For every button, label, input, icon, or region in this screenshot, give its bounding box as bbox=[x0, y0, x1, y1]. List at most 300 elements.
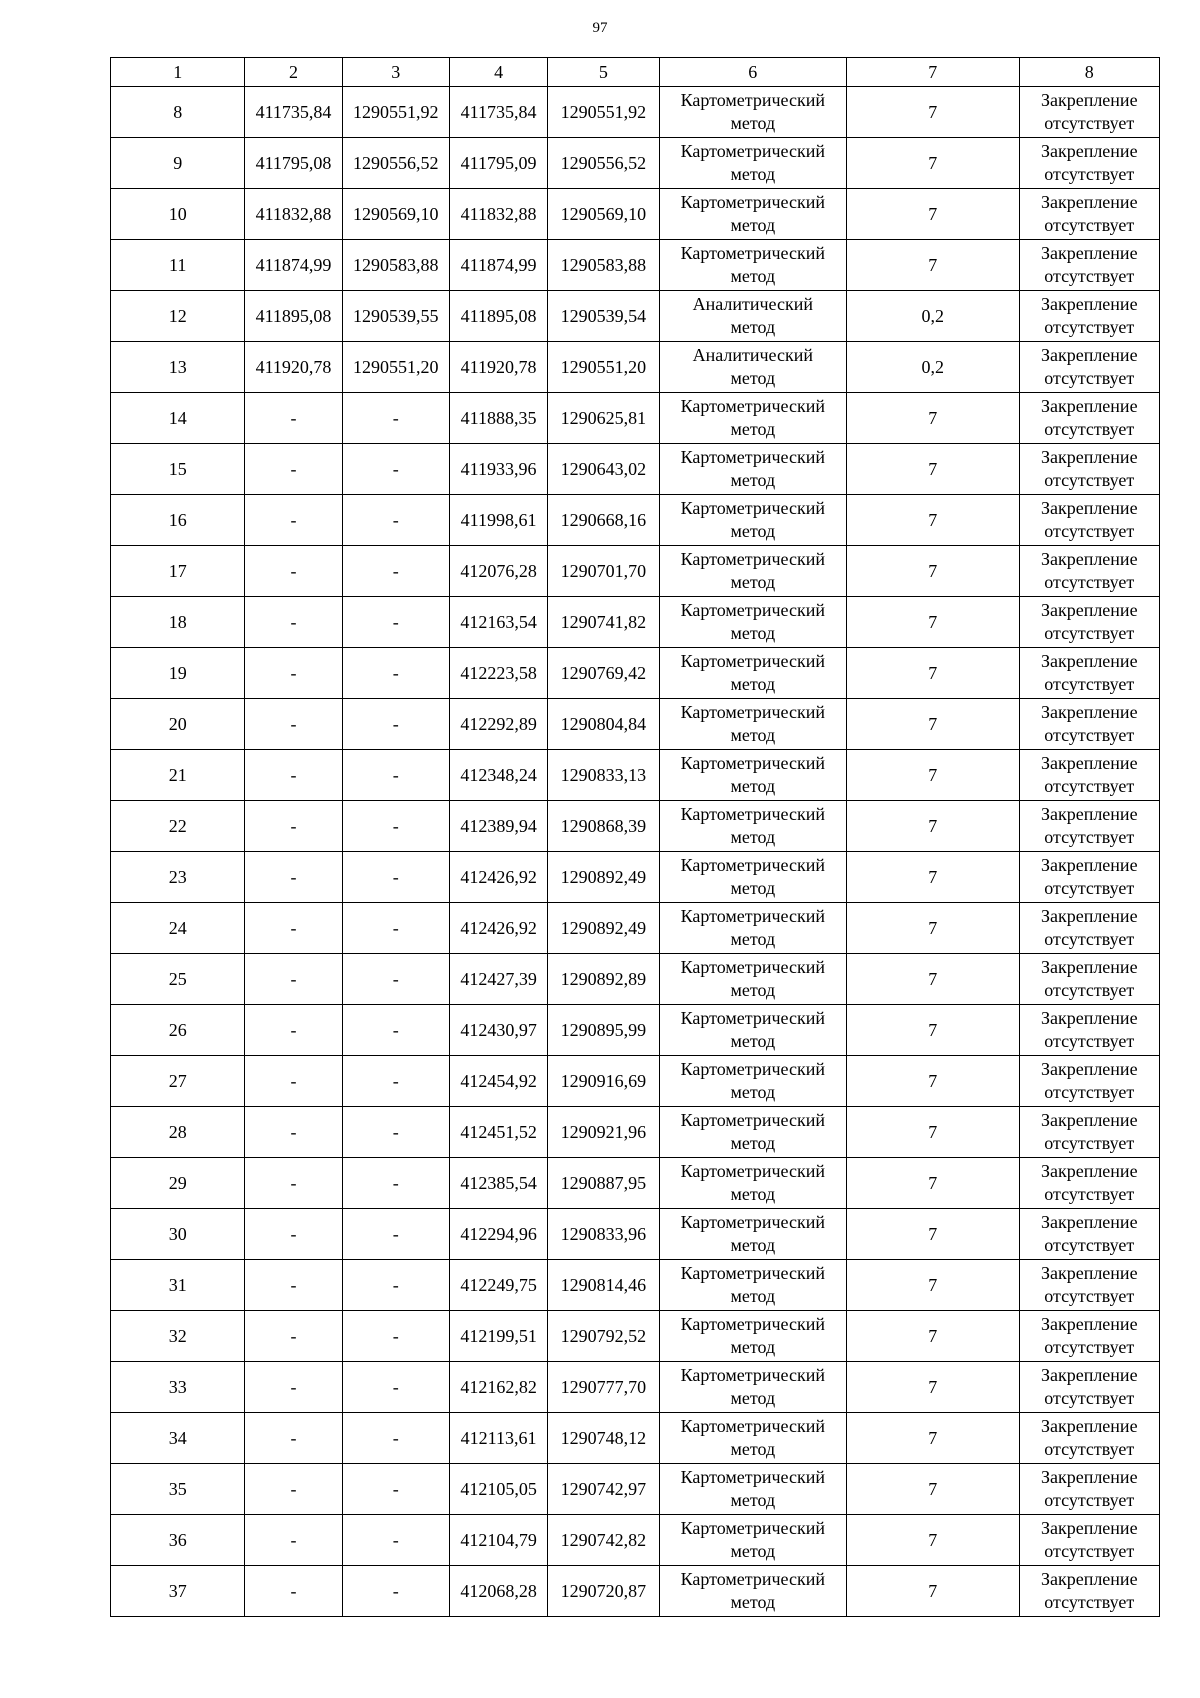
table-row bbox=[111, 342, 1160, 393]
method-cell bbox=[659, 1566, 847, 1617]
method-text-line: метод bbox=[730, 827, 776, 847]
y-existing-cell: - bbox=[342, 954, 449, 1005]
x-refined-cell: 411920,78 bbox=[449, 342, 547, 393]
accuracy-cell: 7 bbox=[847, 954, 1019, 1005]
y-existing-cell: 1290569,10 bbox=[342, 189, 449, 240]
x-refined-cell: 412113,61 bbox=[449, 1413, 547, 1464]
accuracy-cell: 7 bbox=[847, 87, 1019, 138]
y-refined-cell: 1290668,16 bbox=[548, 495, 659, 546]
method-cell bbox=[659, 1515, 847, 1566]
fixing-description-cell bbox=[1019, 1005, 1159, 1056]
method-text-line: Картометрический bbox=[680, 855, 825, 875]
accuracy-cell: 7 bbox=[847, 597, 1019, 648]
fixing-description-cell bbox=[1019, 393, 1159, 444]
fixing-description-cell bbox=[1019, 1413, 1159, 1464]
x-existing-cell: - bbox=[245, 444, 342, 495]
coordinates-table bbox=[110, 57, 1160, 1617]
table-row bbox=[111, 546, 1160, 597]
table-row bbox=[111, 1566, 1160, 1617]
x-refined-cell: 412104,79 bbox=[449, 1515, 547, 1566]
accuracy-cell: 7 bbox=[847, 648, 1019, 699]
y-refined-cell: 1290583,88 bbox=[548, 240, 659, 291]
method-text-line: метод bbox=[730, 674, 776, 694]
point-number-cell: 36 bbox=[111, 1515, 245, 1566]
fixing-description-cell bbox=[1019, 240, 1159, 291]
x-existing-cell: 411895,08 bbox=[245, 291, 342, 342]
method-cell bbox=[659, 189, 847, 240]
method-text-line: Картометрический bbox=[680, 1569, 825, 1589]
method-text-line: метод bbox=[730, 1541, 776, 1561]
method-text-line: Картометрический bbox=[680, 1314, 825, 1334]
method-text-line: Картометрический bbox=[680, 1467, 825, 1487]
accuracy-cell: 7 bbox=[847, 240, 1019, 291]
x-existing-cell: 411795,08 bbox=[245, 138, 342, 189]
fixing-description-cell bbox=[1019, 342, 1159, 393]
accuracy-cell: 7 bbox=[847, 1158, 1019, 1209]
fixing-text-line: отсутствует bbox=[1044, 1388, 1135, 1408]
accuracy-cell: 7 bbox=[847, 1515, 1019, 1566]
y-existing-cell: - bbox=[342, 852, 449, 903]
fixing-description-cell bbox=[1019, 1209, 1159, 1260]
fixing-text-line: Закрепление bbox=[1040, 192, 1138, 212]
method-cell bbox=[659, 1056, 847, 1107]
y-existing-cell: - bbox=[342, 444, 449, 495]
accuracy-cell: 7 bbox=[847, 1464, 1019, 1515]
y-existing-cell: - bbox=[342, 903, 449, 954]
fixing-text-line: Закрепление bbox=[1040, 1518, 1138, 1538]
fixing-text-line: Закрепление bbox=[1040, 855, 1138, 875]
method-cell bbox=[659, 546, 847, 597]
x-refined-cell: 412105,05 bbox=[449, 1464, 547, 1515]
method-cell bbox=[659, 291, 847, 342]
point-number-cell: 16 bbox=[111, 495, 245, 546]
method-text-line: метод bbox=[730, 878, 776, 898]
accuracy-cell: 0,2 bbox=[847, 342, 1019, 393]
accuracy-cell: 7 bbox=[847, 393, 1019, 444]
y-refined-cell: 1290892,49 bbox=[548, 852, 659, 903]
fixing-description-cell bbox=[1019, 597, 1159, 648]
x-existing-cell: 411735,84 bbox=[245, 87, 342, 138]
header-cell: 1 bbox=[111, 58, 245, 87]
point-number-cell: 31 bbox=[111, 1260, 245, 1311]
method-cell bbox=[659, 1107, 847, 1158]
y-refined-cell: 1290814,46 bbox=[548, 1260, 659, 1311]
table-row bbox=[111, 495, 1160, 546]
x-existing-cell: - bbox=[245, 1311, 342, 1362]
x-existing-cell: - bbox=[245, 1005, 342, 1056]
fixing-description-cell bbox=[1019, 1311, 1159, 1362]
fixing-text-line: отсутствует bbox=[1044, 572, 1135, 592]
fixing-text-line: отсутствует bbox=[1044, 1490, 1135, 1510]
method-text-line: метод bbox=[730, 980, 776, 1000]
method-cell bbox=[659, 801, 847, 852]
x-existing-cell: - bbox=[245, 954, 342, 1005]
y-existing-cell: 1290539,55 bbox=[342, 291, 449, 342]
table-row bbox=[111, 1362, 1160, 1413]
point-number-cell: 30 bbox=[111, 1209, 245, 1260]
y-refined-cell: 1290833,13 bbox=[548, 750, 659, 801]
y-existing-cell: - bbox=[342, 1260, 449, 1311]
accuracy-cell: 7 bbox=[847, 1260, 1019, 1311]
fixing-text-line: Закрепление bbox=[1040, 396, 1138, 416]
point-number-cell: 9 bbox=[111, 138, 245, 189]
y-existing-cell: - bbox=[342, 495, 449, 546]
fixing-description-cell bbox=[1019, 1515, 1159, 1566]
method-text-line: метод bbox=[730, 521, 776, 541]
header-cell: 5 bbox=[548, 58, 659, 87]
table-row bbox=[111, 291, 1160, 342]
table-row bbox=[111, 87, 1160, 138]
table-row bbox=[111, 852, 1160, 903]
point-number-cell: 14 bbox=[111, 393, 245, 444]
y-refined-cell: 1290769,42 bbox=[548, 648, 659, 699]
fixing-description-cell bbox=[1019, 1464, 1159, 1515]
x-existing-cell: - bbox=[245, 1515, 342, 1566]
point-number-cell: 20 bbox=[111, 699, 245, 750]
x-existing-cell: - bbox=[245, 801, 342, 852]
table-row bbox=[111, 699, 1160, 750]
fixing-text-line: Закрепление bbox=[1040, 1569, 1138, 1589]
fixing-text-line: отсутствует bbox=[1044, 1439, 1135, 1459]
method-text-line: метод bbox=[730, 368, 776, 388]
method-text-line: метод bbox=[730, 1490, 776, 1510]
x-existing-cell: - bbox=[245, 699, 342, 750]
fixing-description-cell bbox=[1019, 138, 1159, 189]
y-existing-cell: - bbox=[342, 1056, 449, 1107]
method-cell bbox=[659, 240, 847, 291]
point-number-cell: 21 bbox=[111, 750, 245, 801]
method-cell bbox=[659, 444, 847, 495]
table-row bbox=[111, 1464, 1160, 1515]
fixing-text-line: Закрепление bbox=[1040, 1212, 1138, 1232]
y-refined-cell: 1290701,70 bbox=[548, 546, 659, 597]
x-refined-cell: 412163,54 bbox=[449, 597, 547, 648]
method-text-line: метод bbox=[730, 572, 776, 592]
y-existing-cell: - bbox=[342, 1566, 449, 1617]
point-number-cell: 34 bbox=[111, 1413, 245, 1464]
fixing-description-cell bbox=[1019, 1056, 1159, 1107]
point-number-cell: 28 bbox=[111, 1107, 245, 1158]
x-existing-cell: - bbox=[245, 1413, 342, 1464]
y-existing-cell: - bbox=[342, 393, 449, 444]
fixing-text-line: Закрепление bbox=[1040, 957, 1138, 977]
fixing-text-line: Закрепление bbox=[1040, 1008, 1138, 1028]
x-refined-cell: 412427,39 bbox=[449, 954, 547, 1005]
fixing-text-line: Закрепление bbox=[1040, 90, 1138, 110]
fixing-description-cell bbox=[1019, 291, 1159, 342]
point-number-cell: 24 bbox=[111, 903, 245, 954]
method-text-line: Картометрический bbox=[680, 243, 825, 263]
fixing-text-line: Закрепление bbox=[1040, 753, 1138, 773]
fixing-description-cell bbox=[1019, 87, 1159, 138]
accuracy-cell: 7 bbox=[847, 138, 1019, 189]
point-number-cell: 22 bbox=[111, 801, 245, 852]
method-text-line: Картометрический bbox=[680, 90, 825, 110]
x-existing-cell: - bbox=[245, 1260, 342, 1311]
y-existing-cell: - bbox=[342, 546, 449, 597]
fixing-description-cell bbox=[1019, 699, 1159, 750]
point-number-cell: 11 bbox=[111, 240, 245, 291]
point-number-cell: 32 bbox=[111, 1311, 245, 1362]
method-text-line: метод bbox=[730, 1031, 776, 1051]
header-cell: 6 bbox=[659, 58, 847, 87]
x-refined-cell: 411795,09 bbox=[449, 138, 547, 189]
accuracy-cell: 7 bbox=[847, 852, 1019, 903]
x-refined-cell: 412249,75 bbox=[449, 1260, 547, 1311]
fixing-text-line: отсутствует bbox=[1044, 1031, 1135, 1051]
method-text-line: метод bbox=[730, 725, 776, 745]
fixing-text-line: Закрепление bbox=[1040, 447, 1138, 467]
method-text-line: метод bbox=[730, 419, 776, 439]
method-cell bbox=[659, 1005, 847, 1056]
method-text-line: Картометрический bbox=[680, 396, 825, 416]
point-number-cell: 15 bbox=[111, 444, 245, 495]
x-refined-cell: 412426,92 bbox=[449, 852, 547, 903]
method-text-line: метод bbox=[730, 1184, 776, 1204]
method-text-line: метод bbox=[730, 266, 776, 286]
method-text-line: метод bbox=[730, 1235, 776, 1255]
method-cell bbox=[659, 1311, 847, 1362]
point-number-cell: 35 bbox=[111, 1464, 245, 1515]
fixing-description-cell bbox=[1019, 1158, 1159, 1209]
method-text-line: метод bbox=[730, 215, 776, 235]
point-number-cell: 25 bbox=[111, 954, 245, 1005]
accuracy-cell: 7 bbox=[847, 1056, 1019, 1107]
point-number-cell: 10 bbox=[111, 189, 245, 240]
accuracy-cell: 7 bbox=[847, 801, 1019, 852]
accuracy-cell: 7 bbox=[847, 189, 1019, 240]
y-refined-cell: 1290748,12 bbox=[548, 1413, 659, 1464]
fixing-description-cell bbox=[1019, 1362, 1159, 1413]
x-existing-cell: - bbox=[245, 1209, 342, 1260]
fixing-description-cell bbox=[1019, 1566, 1159, 1617]
x-refined-cell: 411998,61 bbox=[449, 495, 547, 546]
y-refined-cell: 1290895,99 bbox=[548, 1005, 659, 1056]
method-text-line: Картометрический bbox=[680, 1008, 825, 1028]
fixing-text-line: Закрепление bbox=[1040, 906, 1138, 926]
x-refined-cell: 412162,82 bbox=[449, 1362, 547, 1413]
y-refined-cell: 1290792,52 bbox=[548, 1311, 659, 1362]
fixing-text-line: отсутствует bbox=[1044, 266, 1135, 286]
y-refined-cell: 1290916,69 bbox=[548, 1056, 659, 1107]
accuracy-cell: 7 bbox=[847, 1005, 1019, 1056]
fixing-text-line: Закрепление bbox=[1040, 345, 1138, 365]
y-refined-cell: 1290742,82 bbox=[548, 1515, 659, 1566]
table-row bbox=[111, 138, 1160, 189]
method-cell bbox=[659, 1362, 847, 1413]
method-text-line: Картометрический bbox=[680, 1212, 825, 1232]
table-row bbox=[111, 393, 1160, 444]
fixing-description-cell bbox=[1019, 750, 1159, 801]
x-existing-cell: - bbox=[245, 495, 342, 546]
fixing-description-cell bbox=[1019, 444, 1159, 495]
y-existing-cell: - bbox=[342, 1413, 449, 1464]
y-existing-cell: - bbox=[342, 801, 449, 852]
accuracy-cell: 7 bbox=[847, 1107, 1019, 1158]
accuracy-cell: 7 bbox=[847, 1209, 1019, 1260]
y-refined-cell: 1290569,10 bbox=[548, 189, 659, 240]
fixing-text-line: отсутствует bbox=[1044, 1184, 1135, 1204]
method-cell bbox=[659, 1158, 847, 1209]
point-number-cell: 12 bbox=[111, 291, 245, 342]
table-row bbox=[111, 1056, 1160, 1107]
method-text-line: Аналитический bbox=[692, 345, 813, 365]
point-number-cell: 37 bbox=[111, 1566, 245, 1617]
fixing-description-cell bbox=[1019, 1107, 1159, 1158]
x-refined-cell: 411874,99 bbox=[449, 240, 547, 291]
y-existing-cell: 1290583,88 bbox=[342, 240, 449, 291]
method-text-line: Картометрический bbox=[680, 447, 825, 467]
accuracy-cell: 7 bbox=[847, 699, 1019, 750]
fixing-text-line: Закрепление bbox=[1040, 549, 1138, 569]
method-text-line: Картометрический bbox=[680, 957, 825, 977]
fixing-text-line: отсутствует bbox=[1044, 521, 1135, 541]
x-refined-cell: 411735,84 bbox=[449, 87, 547, 138]
page-number: 97 bbox=[592, 20, 608, 36]
fixing-text-line: Закрепление bbox=[1040, 141, 1138, 161]
y-refined-cell: 1290777,70 bbox=[548, 1362, 659, 1413]
fixing-text-line: отсутствует bbox=[1044, 1592, 1135, 1612]
method-text-line: Картометрический bbox=[680, 651, 825, 671]
fixing-text-line: отсутствует bbox=[1044, 1286, 1135, 1306]
fixing-text-line: Закрепление bbox=[1040, 1416, 1138, 1436]
method-cell bbox=[659, 750, 847, 801]
y-refined-cell: 1290539,54 bbox=[548, 291, 659, 342]
y-existing-cell: - bbox=[342, 1515, 449, 1566]
y-existing-cell: 1290551,92 bbox=[342, 87, 449, 138]
method-text-line: метод bbox=[730, 113, 776, 133]
fixing-description-cell bbox=[1019, 495, 1159, 546]
x-refined-cell: 412199,51 bbox=[449, 1311, 547, 1362]
y-refined-cell: 1290742,97 bbox=[548, 1464, 659, 1515]
x-refined-cell: 412451,52 bbox=[449, 1107, 547, 1158]
point-number-cell: 13 bbox=[111, 342, 245, 393]
method-text-line: Картометрический bbox=[680, 753, 825, 773]
method-text-line: Картометрический bbox=[680, 1161, 825, 1181]
method-cell bbox=[659, 342, 847, 393]
method-text-line: Картометрический bbox=[680, 549, 825, 569]
method-cell bbox=[659, 1260, 847, 1311]
method-cell bbox=[659, 903, 847, 954]
method-text-line: метод bbox=[730, 470, 776, 490]
table-row bbox=[111, 648, 1160, 699]
table-row bbox=[111, 1515, 1160, 1566]
y-existing-cell: 1290551,20 bbox=[342, 342, 449, 393]
point-number-cell: 29 bbox=[111, 1158, 245, 1209]
fixing-text-line: отсутствует bbox=[1044, 725, 1135, 745]
x-refined-cell: 411832,88 bbox=[449, 189, 547, 240]
y-existing-cell: - bbox=[342, 1005, 449, 1056]
fixing-text-line: Закрепление bbox=[1040, 243, 1138, 263]
method-cell bbox=[659, 495, 847, 546]
method-cell bbox=[659, 699, 847, 750]
fixing-text-line: отсутствует bbox=[1044, 776, 1135, 796]
y-refined-cell: 1290892,89 bbox=[548, 954, 659, 1005]
method-cell bbox=[659, 1209, 847, 1260]
y-refined-cell: 1290887,95 bbox=[548, 1158, 659, 1209]
method-text-line: Картометрический bbox=[680, 1110, 825, 1130]
fixing-text-line: отсутствует bbox=[1044, 215, 1135, 235]
y-existing-cell: 1290556,52 bbox=[342, 138, 449, 189]
fixing-text-line: Закрепление bbox=[1040, 1110, 1138, 1130]
x-refined-cell: 411895,08 bbox=[449, 291, 547, 342]
table-row bbox=[111, 903, 1160, 954]
x-refined-cell: 411888,35 bbox=[449, 393, 547, 444]
table-row bbox=[111, 1260, 1160, 1311]
accuracy-cell: 0,2 bbox=[847, 291, 1019, 342]
x-existing-cell: - bbox=[245, 546, 342, 597]
fixing-text-line: отсутствует bbox=[1044, 1541, 1135, 1561]
table-row bbox=[111, 1209, 1160, 1260]
x-refined-cell: 412426,92 bbox=[449, 903, 547, 954]
method-text-line: метод bbox=[730, 164, 776, 184]
x-refined-cell: 412076,28 bbox=[449, 546, 547, 597]
fixing-text-line: отсутствует bbox=[1044, 980, 1135, 1000]
method-text-line: метод bbox=[730, 1133, 776, 1153]
x-refined-cell: 412068,28 bbox=[449, 1566, 547, 1617]
accuracy-cell: 7 bbox=[847, 444, 1019, 495]
method-text-line: Картометрический bbox=[680, 1416, 825, 1436]
fixing-text-line: отсутствует bbox=[1044, 368, 1135, 388]
y-refined-cell: 1290720,87 bbox=[548, 1566, 659, 1617]
header-cell: 8 bbox=[1019, 58, 1159, 87]
fixing-text-line: Закрепление bbox=[1040, 1059, 1138, 1079]
fixing-text-line: Закрепление bbox=[1040, 600, 1138, 620]
method-cell bbox=[659, 87, 847, 138]
fixing-text-line: Закрепление bbox=[1040, 1467, 1138, 1487]
y-refined-cell: 1290833,96 bbox=[548, 1209, 659, 1260]
table-row bbox=[111, 189, 1160, 240]
method-cell bbox=[659, 393, 847, 444]
fixing-text-line: отсутствует bbox=[1044, 1133, 1135, 1153]
accuracy-cell: 7 bbox=[847, 1566, 1019, 1617]
table-row bbox=[111, 801, 1160, 852]
x-refined-cell: 412389,94 bbox=[449, 801, 547, 852]
header-cell: 4 bbox=[449, 58, 547, 87]
fixing-text-line: отсутствует bbox=[1044, 113, 1135, 133]
fixing-description-cell bbox=[1019, 189, 1159, 240]
fixing-text-line: отсутствует bbox=[1044, 317, 1135, 337]
method-text-line: метод bbox=[730, 317, 776, 337]
fixing-text-line: Закрепление bbox=[1040, 651, 1138, 671]
fixing-text-line: Закрепление bbox=[1040, 804, 1138, 824]
point-number-cell: 33 bbox=[111, 1362, 245, 1413]
table-header-row bbox=[111, 58, 1160, 87]
y-refined-cell: 1290625,81 bbox=[548, 393, 659, 444]
x-existing-cell: 411920,78 bbox=[245, 342, 342, 393]
method-cell bbox=[659, 648, 847, 699]
fixing-description-cell bbox=[1019, 801, 1159, 852]
coordinates-table-body bbox=[111, 58, 1160, 1617]
x-existing-cell: - bbox=[245, 648, 342, 699]
method-text-line: метод bbox=[730, 1337, 776, 1357]
y-existing-cell: - bbox=[342, 1209, 449, 1260]
fixing-text-line: Закрепление bbox=[1040, 498, 1138, 518]
fixing-text-line: отсутствует bbox=[1044, 674, 1135, 694]
point-number-cell: 8 bbox=[111, 87, 245, 138]
y-refined-cell: 1290892,49 bbox=[548, 903, 659, 954]
fixing-description-cell bbox=[1019, 1260, 1159, 1311]
y-refined-cell: 1290551,20 bbox=[548, 342, 659, 393]
y-existing-cell: - bbox=[342, 1107, 449, 1158]
fixing-description-cell bbox=[1019, 903, 1159, 954]
method-text-line: Картометрический bbox=[680, 702, 825, 722]
method-text-line: Картометрический bbox=[680, 141, 825, 161]
fixing-text-line: отсутствует bbox=[1044, 1082, 1135, 1102]
fixing-description-cell bbox=[1019, 648, 1159, 699]
table-row bbox=[111, 597, 1160, 648]
method-text-line: метод bbox=[730, 1592, 776, 1612]
